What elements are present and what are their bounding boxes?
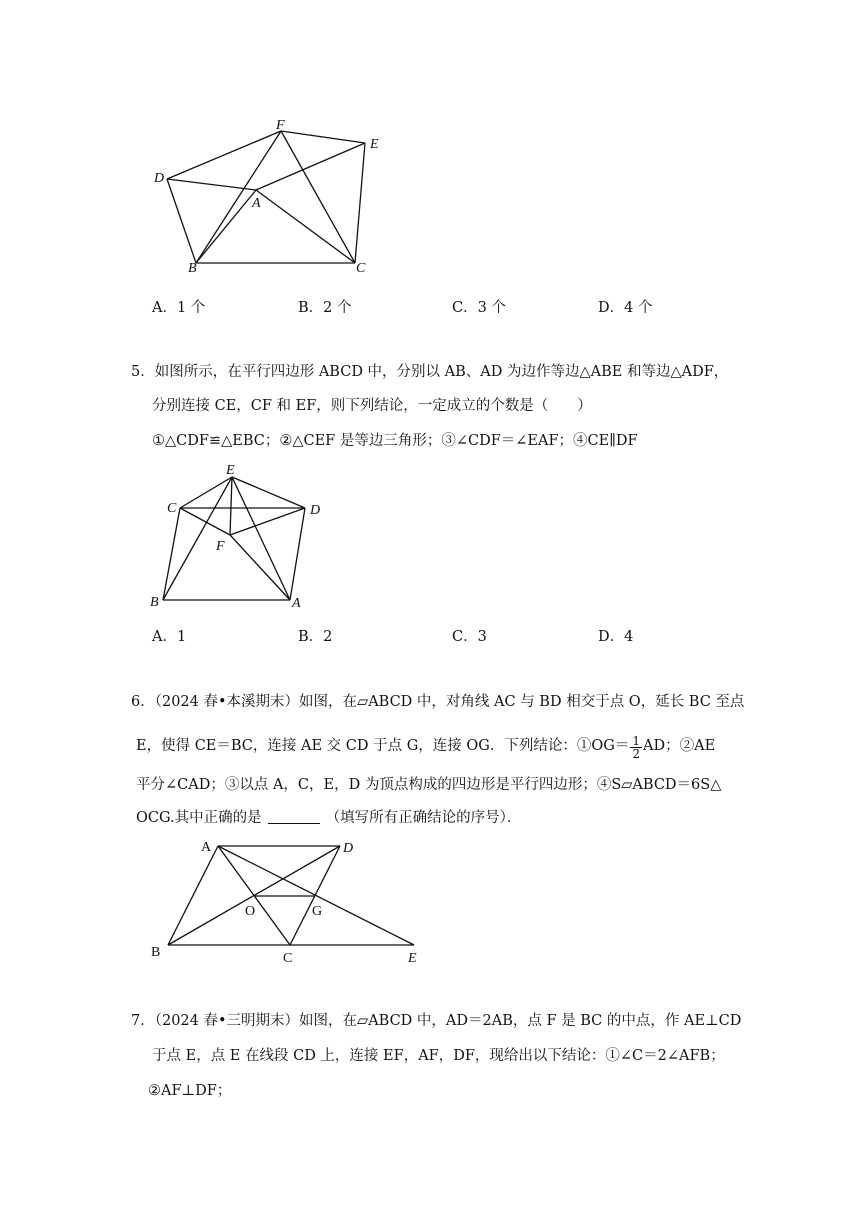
q6-fraction (630, 735, 642, 760)
q6-stem-line4-b: （填写所有正确结论的序号）． (325, 810, 522, 826)
q4-seg-BD (167, 179, 196, 263)
q5-label-F: F (216, 539, 225, 554)
q5-seg-BC (163, 508, 180, 600)
q5-label-D: D (310, 503, 321, 518)
q5-figure (140, 455, 340, 615)
q4-option-d: D．4 个 (598, 300, 653, 316)
q5-seg-EA (232, 477, 290, 600)
q6-stem-line2-a: E，使得 CE＝BC，连接 AE 交 CD 于点 G，连接 OG．下列结论：①OG＝ (136, 738, 630, 754)
q4-seg-AC (256, 190, 355, 263)
q4-label-A: A (252, 196, 261, 211)
q4-seg-DF (167, 131, 281, 179)
q6-stem-line2 (136, 735, 715, 760)
q5-option-d: D．4 (598, 629, 634, 645)
q5-seg-DA (290, 508, 305, 600)
q5-conclusions: ①△CDF≌△EBC；②△CEF 是等边三角形；③∠CDF＝∠EAF；④CE∥DF (152, 433, 638, 449)
q6-seg-AE (218, 846, 414, 945)
q4-label-B: B (188, 261, 197, 276)
q4-seg-AB (196, 190, 256, 263)
q7-stem-line3: ②AF⊥DF； (148, 1083, 232, 1099)
q5-seg-CE (180, 477, 232, 508)
q7-stem-line2: 于点 E，点 E 在线段 CD 上，连接 EF，AF，DF，现给出以下结论：①∠C＝2∠AFB； (152, 1048, 725, 1064)
q5-label-A: A (292, 596, 301, 611)
q6-label-C: C (283, 951, 293, 966)
q5-label-E: E (226, 463, 235, 478)
q5-stem-line1: 5．如图所示，在平行四边形 ABCD 中，分别以 AB、AD 为边作等边△ABE 和等边△ADF， (131, 364, 729, 380)
q4-option-b: B．2 个 (298, 300, 352, 316)
q4-label-C: C (356, 261, 366, 276)
q4-figure (140, 110, 400, 285)
q5-label-B: B (150, 595, 159, 610)
q5-seg-FD (230, 508, 305, 535)
q6-stem-line2-b: AD；②AE (643, 738, 716, 754)
q6-figure (140, 835, 430, 970)
q4-seg-FC (281, 131, 355, 263)
q6-label-A: A (201, 840, 212, 855)
q5-seg-FA (230, 535, 290, 600)
q6-label-E: E (408, 951, 417, 966)
q5-seg-CF (180, 508, 230, 535)
q6-fraction-den: 2 (632, 747, 640, 761)
q4-seg-DA (167, 179, 256, 190)
q6-label-D: D (343, 841, 354, 856)
q4-label-D: D (154, 171, 165, 186)
q6-label-G: G (312, 904, 323, 919)
q6-label-B: B (151, 945, 161, 960)
q5-seg-ED (232, 477, 305, 508)
q4-option-c: C．3 个 (452, 300, 506, 316)
q4-label-E: E (370, 137, 379, 152)
q5-option-c: C．3 (452, 629, 487, 645)
q6-stem-line4-a: OCG.其中正确的是 (136, 810, 262, 826)
q6-stem-line1: 6．（2024 春•本溪期末）如图，在▱ABCD 中，对角线 AC 与 BD 相交于点 O，延长 BC 至点 (131, 694, 745, 710)
q5-label-C: C (167, 501, 177, 516)
q4-option-a: A．1 个 (152, 300, 206, 316)
q6-stem-line3: 平分∠CAD；③以点 A，C，E，D 为顶点构成的四边形是平行四边形；④S▱ABCD＝6S△ (136, 777, 722, 793)
q6-fraction-num: 1 (632, 734, 640, 748)
q6-answer-blank[interactable] (268, 809, 320, 824)
q4-seg-FB (196, 131, 281, 263)
q6-label-O: O (245, 904, 256, 919)
q5-seg-EF (230, 477, 232, 535)
q5-option-a: A．1 (152, 629, 187, 645)
q4-label-F: F (276, 118, 285, 133)
q6-stem-line4 (136, 808, 521, 828)
q5-option-b: B．2 (298, 629, 333, 645)
q5-stem-line2: 分别连接 CE，CF 和 EF，则下列结论，一定成立的个数是（ ） (152, 398, 592, 414)
q4-seg-EC (355, 143, 365, 263)
q4-seg-FE (281, 131, 365, 143)
q7-stem-line1: 7．（2024 春•三明期末）如图，在▱ABCD 中，AD＝2AB，点 F 是 BC 的中点，作 AE⊥CD (131, 1013, 742, 1029)
